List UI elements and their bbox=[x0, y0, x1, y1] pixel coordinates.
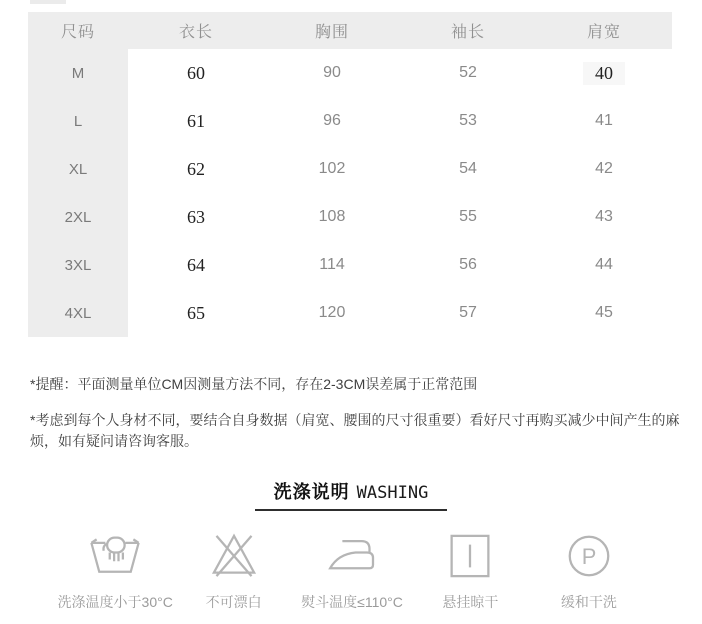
value-text: 102 bbox=[318, 160, 346, 177]
value-text: 43 bbox=[595, 208, 613, 225]
table-row bbox=[28, 145, 672, 193]
size-cell: 4XL bbox=[28, 289, 128, 337]
value-text: 60 bbox=[187, 62, 205, 83]
washing-section-title bbox=[0, 478, 702, 511]
icon-label: 缓和干洗 bbox=[560, 594, 617, 610]
table-row bbox=[28, 241, 672, 289]
value-cell bbox=[400, 145, 536, 193]
washing-title-cn: 洗涤说明 bbox=[273, 482, 350, 502]
value-cell bbox=[536, 145, 672, 193]
size-table-header-row bbox=[28, 12, 672, 49]
value-text: 45 bbox=[595, 304, 613, 321]
value-cell bbox=[128, 289, 264, 337]
value-text: 55 bbox=[459, 208, 477, 225]
value-text: 40 bbox=[583, 62, 625, 85]
value-text: 114 bbox=[319, 256, 345, 273]
table-row bbox=[28, 97, 672, 145]
header-cell: 袖长 bbox=[450, 24, 485, 41]
header-cell: 衣长 bbox=[178, 24, 213, 41]
value-text: 90 bbox=[323, 64, 341, 81]
washing-instruction-iron bbox=[293, 528, 411, 612]
value-text: 57 bbox=[459, 304, 477, 321]
size-cell: L bbox=[28, 97, 128, 145]
value-cell bbox=[264, 241, 400, 289]
washing-instruction-handwash bbox=[56, 528, 174, 612]
value-text: 44 bbox=[595, 256, 613, 273]
no-bleach-icon bbox=[206, 528, 262, 584]
value-cell bbox=[264, 145, 400, 193]
value-cell bbox=[128, 193, 264, 241]
washing-title-en: WASHING bbox=[356, 483, 429, 503]
value-text: 96 bbox=[323, 112, 341, 129]
value-cell bbox=[536, 49, 672, 97]
icon-label: 熨斗温度≤110°C bbox=[301, 594, 403, 610]
value-text: 120 bbox=[318, 304, 346, 321]
iron-icon bbox=[324, 528, 380, 584]
value-cell bbox=[536, 97, 672, 145]
value-text: 53 bbox=[459, 112, 477, 129]
value-text: 64 bbox=[187, 254, 205, 275]
washing-instruction-no-bleach bbox=[174, 528, 292, 612]
washing-instruction-hang-dry bbox=[411, 528, 529, 612]
icon-label: 洗涤温度小于30°C bbox=[57, 594, 173, 610]
table-row bbox=[28, 289, 672, 337]
value-cell bbox=[536, 289, 672, 337]
svg-text:P: P bbox=[581, 543, 597, 569]
value-text: 108 bbox=[318, 208, 346, 225]
value-cell bbox=[400, 289, 536, 337]
value-cell bbox=[128, 97, 264, 145]
size-cell: 3XL bbox=[28, 241, 128, 289]
size-cell: M bbox=[28, 49, 128, 97]
note-measurement-tolerance: *提醒：平面测量单位CM因测量方法不同，存在2-3CM误差属于正常范围 bbox=[30, 376, 478, 392]
value-text: 56 bbox=[459, 256, 477, 273]
title-underline bbox=[255, 509, 447, 511]
value-cell bbox=[400, 49, 536, 97]
value-text: 62 bbox=[187, 158, 205, 179]
value-text: 54 bbox=[459, 160, 477, 177]
value-text: 41 bbox=[595, 112, 613, 129]
scan-artifact bbox=[30, 0, 66, 4]
measurement-notes bbox=[30, 374, 680, 452]
value-text: 61 bbox=[187, 110, 205, 131]
value-cell bbox=[400, 241, 536, 289]
table-row bbox=[28, 193, 672, 241]
table-row bbox=[28, 49, 672, 97]
size-cell: XL bbox=[28, 145, 128, 193]
header-cell: 肩宽 bbox=[586, 24, 621, 41]
value-cell bbox=[400, 193, 536, 241]
value-cell bbox=[536, 241, 672, 289]
size-table-body bbox=[28, 49, 672, 337]
header-cell: 尺码 bbox=[60, 24, 95, 41]
value-text: 65 bbox=[187, 302, 205, 323]
value-cell bbox=[536, 193, 672, 241]
handwash-icon bbox=[87, 528, 143, 584]
value-cell bbox=[128, 49, 264, 97]
icon-label: 不可漂白 bbox=[205, 594, 262, 610]
value-cell bbox=[264, 193, 400, 241]
value-cell bbox=[264, 289, 400, 337]
note-fit-advice: *考虑到每个人身材不同，要结合自身数据（肩宽、腰围的尺寸很重要）看好尺寸再购买减少中间产生的麻烦，如有疑问请咨询客服。 bbox=[30, 412, 680, 449]
washing-instruction-dry-clean bbox=[530, 528, 648, 612]
icon-label: 悬挂晾干 bbox=[442, 594, 499, 610]
washing-icons-row bbox=[56, 528, 648, 612]
value-cell bbox=[264, 49, 400, 97]
value-text: 42 bbox=[595, 160, 613, 177]
size-cell: 2XL bbox=[28, 193, 128, 241]
value-text: 63 bbox=[187, 206, 205, 227]
value-text: 52 bbox=[459, 64, 477, 81]
dry-clean-icon bbox=[561, 528, 617, 584]
value-cell bbox=[128, 145, 264, 193]
value-cell bbox=[400, 97, 536, 145]
value-cell bbox=[128, 241, 264, 289]
hang-dry-icon bbox=[442, 528, 498, 584]
header-cell: 胸围 bbox=[314, 24, 349, 41]
size-table bbox=[28, 12, 672, 337]
value-cell bbox=[264, 97, 400, 145]
